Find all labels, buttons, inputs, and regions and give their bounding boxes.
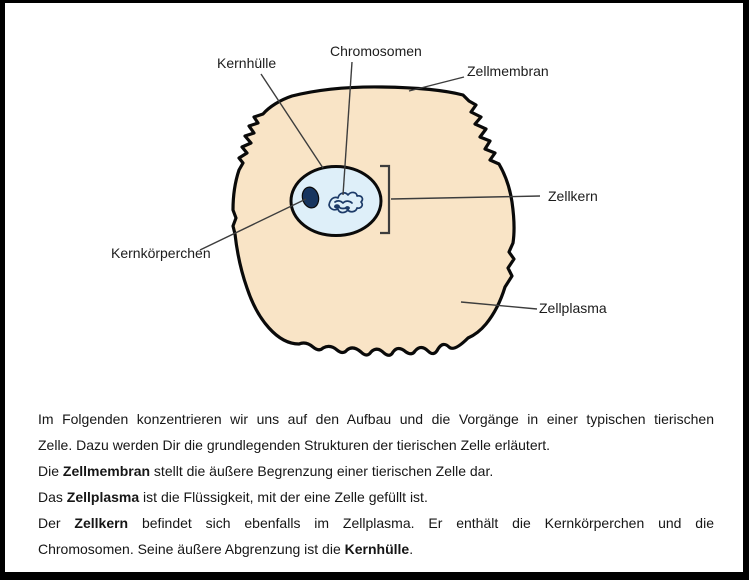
- text-line-4: [38, 484, 714, 510]
- text-line-1: [38, 406, 714, 432]
- chromosome-dot: [345, 206, 350, 210]
- term-kernhuelle: Kernhülle: [344, 541, 410, 557]
- term-zellmembran: Zellmembran: [62, 463, 151, 479]
- label-kernkoerperchen: Kernkörperchen: [111, 245, 211, 261]
- text-run: ist die Flüssigkeit, mit der eine Zelle gefüllt ist.: [139, 489, 428, 505]
- text-run: befindet sich ebenfalls im Zellplasma. Er enthält die Kernkörperchen und die: [128, 515, 714, 531]
- term-zellplasma: Zellplasma: [66, 489, 140, 505]
- text-run: Im Folgenden konzentrieren wir uns auf den Aufbau und die Vorgänge in einer typischen tierischen: [38, 411, 714, 427]
- text-run: Das: [38, 489, 67, 505]
- term-zellkern: Zellkern: [74, 515, 129, 531]
- text-line-6: [38, 536, 714, 562]
- text-line-2: [38, 432, 714, 458]
- explanation-text: [38, 406, 714, 562]
- text-run: stellt die äußere Begrenzung einer tierischen Zelle dar.: [150, 463, 494, 479]
- text-run: Die: [38, 463, 63, 479]
- text-run: Chromosomen. Seine äußere Abgrenzung ist die: [38, 541, 345, 557]
- text-run: Der: [38, 515, 75, 531]
- chromosome-dot: [334, 204, 340, 208]
- label-zellplasma: Zellplasma: [539, 300, 607, 316]
- label-zellmembran: Zellmembran: [467, 63, 549, 79]
- label-zellkern: Zellkern: [548, 188, 598, 204]
- text-run: .: [409, 541, 414, 557]
- label-chromosomen: Chromosomen: [330, 43, 422, 59]
- label-kernhuelle: Kernhülle: [217, 55, 277, 71]
- text-line-3: [38, 458, 714, 484]
- text-run: Zelle. Dazu werden Dir die grundlegenden Strukturen der tierischen Zelle erläutert.: [38, 437, 551, 453]
- text-line-5: [38, 510, 714, 536]
